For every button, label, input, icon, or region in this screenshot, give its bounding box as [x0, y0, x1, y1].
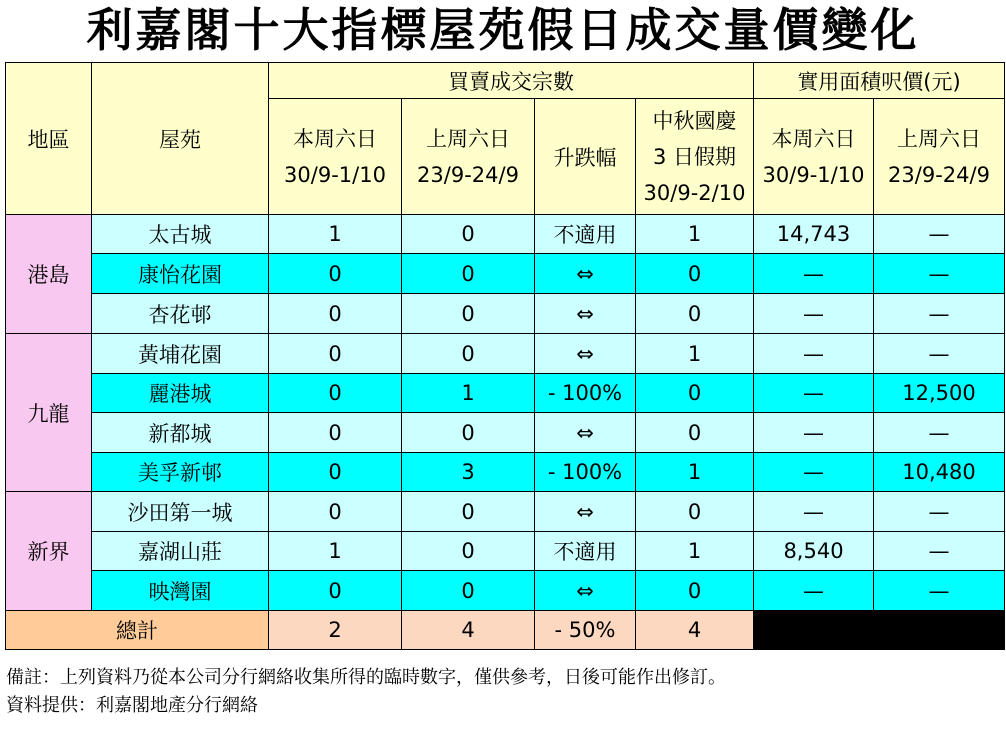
change-value: ⇔ [535, 571, 636, 611]
change-value: ⇔ [535, 492, 636, 532]
this-week-count: 0 [269, 453, 402, 492]
change-value: ⇔ [535, 294, 636, 334]
this-week-count: 1 [269, 215, 402, 254]
price-last-week: — [874, 294, 1005, 334]
last-week-count: 0 [402, 294, 535, 334]
change-value: ⇔ [535, 254, 636, 294]
header-this-week-label: 本周六日 [293, 126, 377, 151]
table-row [6, 453, 1005, 492]
holiday-count: 0 [636, 413, 754, 453]
this-week-count: 0 [269, 254, 402, 294]
change-value: ⇔ [535, 334, 636, 374]
holiday-count: 1 [636, 532, 754, 571]
holiday-count: 0 [636, 492, 754, 532]
price-this-week: — [754, 571, 874, 611]
note-source: 資料提供：利嘉閣地產分行網絡 [6, 695, 258, 716]
this-week-count: 1 [269, 532, 402, 571]
holiday-count: 0 [636, 294, 754, 334]
header-estate: 屋苑 [92, 63, 269, 215]
last-week-count: 0 [402, 215, 535, 254]
header-holiday-line1: 中秋國慶 [652, 108, 737, 133]
note-disclaimer: 備註：上列資料乃從本公司分行網絡收集所得的臨時數字，僅供參考，日後可能作出修訂。 [6, 667, 726, 688]
header-region: 地區 [6, 63, 92, 215]
price-last-week: — [874, 334, 1005, 374]
price-last-week: — [874, 413, 1005, 453]
header-last-week-label: 上周六日 [426, 126, 510, 151]
estate-name: 映灣園 [92, 571, 269, 611]
header-price-last-week [874, 99, 1005, 215]
holiday-count: 0 [636, 571, 754, 611]
price-last-week: — [874, 254, 1005, 294]
header-volume-group: 買賣成交宗數 [269, 63, 754, 99]
holiday-count: 1 [636, 334, 754, 374]
change-value: ⇔ [535, 413, 636, 453]
price-last-week: 12,500 [874, 374, 1005, 413]
header-last-week-dates: 23/9-24/9 [417, 162, 519, 187]
estate-name: 新都城 [92, 413, 269, 453]
price-last-week: — [874, 215, 1005, 254]
change-value: 不適用 [535, 532, 636, 571]
table-row [6, 413, 1005, 453]
price-this-week: — [754, 492, 874, 532]
last-week-count: 0 [402, 254, 535, 294]
price-last-week: 10,480 [874, 453, 1005, 492]
table-row [6, 532, 1005, 571]
this-week-count: 0 [269, 492, 402, 532]
footnotes [6, 664, 726, 720]
region-new-territories: 新界 [6, 492, 92, 611]
price-this-week: — [754, 453, 874, 492]
header-holiday-line2: 3 日假期 [652, 144, 737, 169]
header-price-last-week-dates: 23/9-24/9 [888, 162, 990, 187]
table-row [6, 215, 1005, 254]
table-row [6, 571, 1005, 611]
header-this-week-dates: 30/9-1/10 [284, 162, 386, 187]
change-value: - 100% [535, 453, 636, 492]
last-week-count: 0 [402, 571, 535, 611]
this-week-count: 0 [269, 413, 402, 453]
price-this-week: — [754, 374, 874, 413]
header-change: 升跌幅 [535, 99, 636, 215]
header-last-week [402, 99, 535, 215]
last-week-count: 0 [402, 334, 535, 374]
region-hk-island: 港島 [6, 215, 92, 334]
price-this-week: — [754, 254, 874, 294]
price-this-week: — [754, 413, 874, 453]
holiday-count: 0 [636, 374, 754, 413]
header-price-this-week-dates: 30/9-1/10 [762, 162, 865, 187]
total-row [6, 611, 1005, 650]
this-week-count: 0 [269, 571, 402, 611]
price-this-week: 14,743 [754, 215, 874, 254]
header-price-last-week-label: 上周六日 [897, 126, 981, 151]
price-this-week: — [754, 334, 874, 374]
header-holiday-line3: 30/9-2/10 [643, 180, 746, 205]
estate-name: 麗港城 [92, 374, 269, 413]
region-kowloon: 九龍 [6, 334, 92, 492]
holiday-count: 0 [636, 254, 754, 294]
estate-name: 黃埔花園 [92, 334, 269, 374]
estate-name: 沙田第一城 [92, 492, 269, 532]
table-row [6, 334, 1005, 374]
last-week-count: 1 [402, 374, 535, 413]
table-row [6, 254, 1005, 294]
estate-name: 美孚新邨 [92, 453, 269, 492]
last-week-count: 0 [402, 413, 535, 453]
table-row [6, 492, 1005, 532]
last-week-count: 0 [402, 492, 535, 532]
this-week-count: 0 [269, 294, 402, 334]
table-row [6, 294, 1005, 334]
holiday-count: 1 [636, 453, 754, 492]
estate-name: 杏花邨 [92, 294, 269, 334]
change-value: 不適用 [535, 215, 636, 254]
total-price-blank [754, 611, 1005, 650]
this-week-count: 0 [269, 334, 402, 374]
table-row [6, 374, 1005, 413]
last-week-count: 3 [402, 453, 535, 492]
page-title: 利嘉閣十大指標屋苑假日成交量價變化 [86, 3, 920, 57]
holiday-count: 1 [636, 215, 754, 254]
price-last-week: — [874, 492, 1005, 532]
header-price-group: 實用面積呎價(元) [754, 63, 1005, 99]
price-last-week: — [874, 532, 1005, 571]
total-holiday: 4 [636, 611, 754, 650]
total-last-week: 4 [402, 611, 535, 650]
price-this-week: — [754, 294, 874, 334]
header-holiday [636, 99, 754, 215]
estate-name: 嘉湖山莊 [92, 532, 269, 571]
transactions-table [5, 62, 1005, 650]
total-label: 總計 [6, 611, 269, 650]
price-last-week: — [874, 571, 1005, 611]
total-change: - 50% [535, 611, 636, 650]
header-price-this-week-label: 本周六日 [771, 126, 856, 151]
estate-name: 太古城 [92, 215, 269, 254]
header-price-this-week [754, 99, 874, 215]
price-this-week: 8,540 [754, 532, 874, 571]
header-this-week [269, 99, 402, 215]
change-value: - 100% [535, 374, 636, 413]
last-week-count: 0 [402, 532, 535, 571]
estate-name: 康怡花園 [92, 254, 269, 294]
this-week-count: 0 [269, 374, 402, 413]
total-this-week: 2 [269, 611, 402, 650]
